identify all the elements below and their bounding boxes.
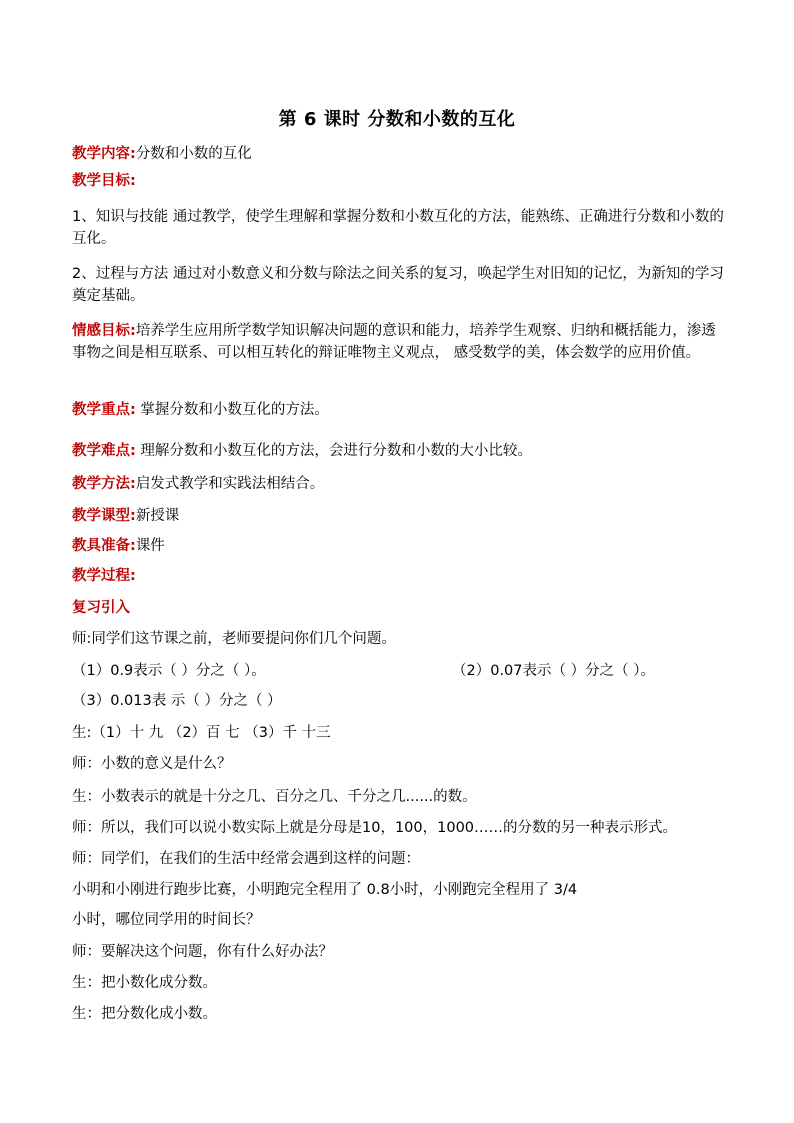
question-3: （3）0.013表 示（ ）分之（ ） [72, 693, 282, 709]
teaching-tools-label: 教具准备: [72, 538, 136, 554]
review-heading [72, 597, 130, 619]
dialogue-line: 生：小数表示的就是十分之几、百分之几、千分之几......的数。 [72, 789, 477, 805]
goal-process-method: 2、过程与方法 通过对小数意义和分数与除法之间关系的复习，唤起学生对旧知的记忆，为新知的学习奠定基础。 [72, 266, 724, 304]
student-answers: 生:（1）十 九 （2）百 七 （3）千 十三 [72, 725, 331, 741]
dialogue-line: 师:同学们这节课之前，老师要提问你们几个问题。 [72, 631, 396, 647]
teaching-content-text: 分数和小数的互化 [135, 146, 252, 162]
teaching-method-text: 启发式教学和实践法相结合。 [135, 476, 325, 492]
teaching-process-heading [72, 565, 136, 587]
teaching-goals-heading [72, 170, 136, 192]
lesson-type-text: 新授课 [135, 508, 180, 524]
lesson-type-label: 教学课型: [72, 508, 136, 524]
teaching-content [72, 143, 252, 165]
teaching-method [72, 473, 324, 495]
dialogue-line: 生：把小数化成分数。 [72, 975, 217, 991]
difficulty [72, 440, 532, 462]
question-2: （2）0.07表示（ ）分之（ ）。 [452, 663, 655, 679]
teaching-tools-text: 课件 [135, 538, 165, 554]
review-label: 复习引入 [72, 600, 130, 616]
teaching-process-label: 教学过程: [72, 568, 136, 584]
dialogue-line: 生：把分数化成小数。 [72, 1006, 217, 1022]
emotion-goals [72, 320, 724, 364]
difficulty-label: 教学难点: [72, 443, 136, 459]
teaching-method-label: 教学方法: [72, 476, 136, 492]
difficulty-text: 理解分数和小数互化的方法，会进行分数和小数的大小比较。 [135, 443, 532, 459]
teaching-tools [72, 535, 165, 557]
dialogue-line: 师：所以，我们可以说小数实际上就是分母是10，100，1000……的分数的另一种表示形式。 [72, 820, 678, 836]
dialogue-line: 师：小数的意义是什么？ [72, 756, 232, 772]
dialogue-line: 小时，哪位同学用的时间长？ [72, 912, 261, 928]
lesson-title: 第 6 课时 分数和小数的互化 [278, 109, 516, 130]
emotion-goals-text: 培养学生应用所学数学知识解决问题的意识和能力，培养学生观察、归纳和概括能力，渗透事物之间是相互联系、可以相互转化的辩证唯物主义观点， 感受数学的美，体会数学的应用价值。 [72, 323, 716, 361]
dialogue-line: 师：要解决这个问题，你有什么好办法？ [72, 944, 333, 960]
key-point-text: 掌握分数和小数互化的方法。 [135, 402, 329, 418]
dialogue-line: 师：同学们，在我们的生活中经常会遇到这样的问题： [72, 851, 420, 867]
teaching-goals-label: 教学目标: [72, 173, 136, 189]
lesson-type [72, 505, 179, 527]
teaching-content-label: 教学内容: [72, 146, 136, 162]
goal-knowledge-skills: 1、知识与技能 通过教学，使学生理解和掌握分数和小数互化的方法，能熟练、正确进行分数和小数的互化。 [72, 209, 724, 247]
key-point-label: 教学重点: [72, 402, 136, 418]
emotion-goals-label: 情感目标: [72, 323, 136, 339]
dialogue-line: 小明和小刚进行跑步比赛，小明跑完全程用了 0.8小时，小刚跑完全程用了 3/4 [72, 882, 578, 898]
key-point [72, 399, 329, 421]
question-1: （1）0.9表示（ ）分之（ ）。 [72, 663, 266, 679]
